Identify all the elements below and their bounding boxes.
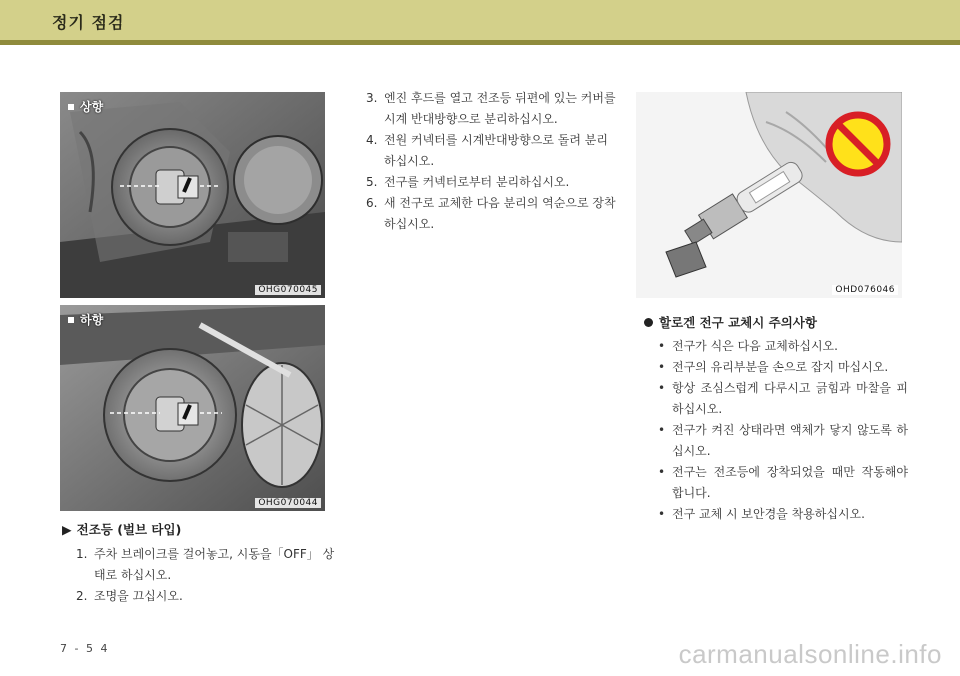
list-item: • 전구 교체 시 보안경을 착용하십시오. <box>658 507 865 521</box>
list-item: • 전구가 켜진 상태라면 액체가 닿지 않도록 하십시오. <box>658 423 908 458</box>
headlamp-rear-illustration <box>60 92 325 298</box>
page-number: 7 - 5 4 <box>60 642 110 655</box>
photo-low-beam <box>60 305 325 511</box>
watermark: carmanualsonline.info <box>678 639 942 669</box>
photo-label-low-beam <box>68 311 103 328</box>
photo-label-high-beam <box>68 98 103 115</box>
photo-label-low-beam-text: 하향 <box>80 313 104 327</box>
dot-bullet-icon <box>644 318 653 327</box>
list-item: 1. 주차 브레이크를 걸어놓고, 시동을「OFF」 상태로 하십시오. <box>76 547 335 582</box>
caution-title <box>644 313 817 331</box>
list-item: • 항상 조심스럽게 다루시고 긁힘과 마찰을 피하십시오. <box>658 381 908 416</box>
photo-bulb-handling <box>636 92 902 298</box>
photo-label-high-beam-text: 상향 <box>80 100 104 114</box>
headlamp-rear-illustration-low <box>60 305 325 511</box>
triangle-marker-icon: ▶ <box>62 522 72 537</box>
list-item: • 전구는 전조등에 장착되었을 때만 작동해야 합니다. <box>658 465 908 500</box>
list-item: 5. 전구를 커넥터로부터 분리하십시오. <box>366 175 570 189</box>
section-title <box>62 520 181 538</box>
page-title: 정기 점검 <box>52 13 125 32</box>
photo-code-bulb: OHD076046 <box>832 285 898 295</box>
caution-list <box>658 336 908 525</box>
caution-title-text: 할로겐 전구 교체시 주의사항 <box>659 315 817 330</box>
list-item: • 전구의 유리부분을 손으로 잡지 마십시오. <box>658 360 889 374</box>
list-item: 6. 새 전구로 교체한 다음 분리의 역순으로 장착하십시오. <box>366 196 616 231</box>
square-bullet-icon <box>68 104 74 110</box>
prohibition-sign-icon <box>824 110 892 178</box>
square-bullet-icon <box>68 317 74 323</box>
photo-code-low-beam: OHG070044 <box>255 498 321 508</box>
steps-list-mid <box>366 88 618 235</box>
photo-high-beam <box>60 92 325 298</box>
list-item: 2. 조명을 끄십시오. <box>76 589 183 603</box>
list-item: • 전구가 식은 다음 교체하십시오. <box>658 339 838 353</box>
page-header <box>0 0 960 40</box>
list-item: 3. 엔진 후드를 열고 전조등 뒤편에 있는 커버를 시계 반대방향으로 분리하십시오. <box>366 91 616 126</box>
header-rule <box>0 40 960 45</box>
section-title-text: 전조등 (벌브 타입) <box>76 522 182 537</box>
photo-code-high-beam: OHG070045 <box>255 285 321 295</box>
list-item: 4. 전원 커넥터를 시계반대방향으로 돌려 분리하십시오. <box>366 133 608 168</box>
steps-list-left <box>76 544 336 607</box>
